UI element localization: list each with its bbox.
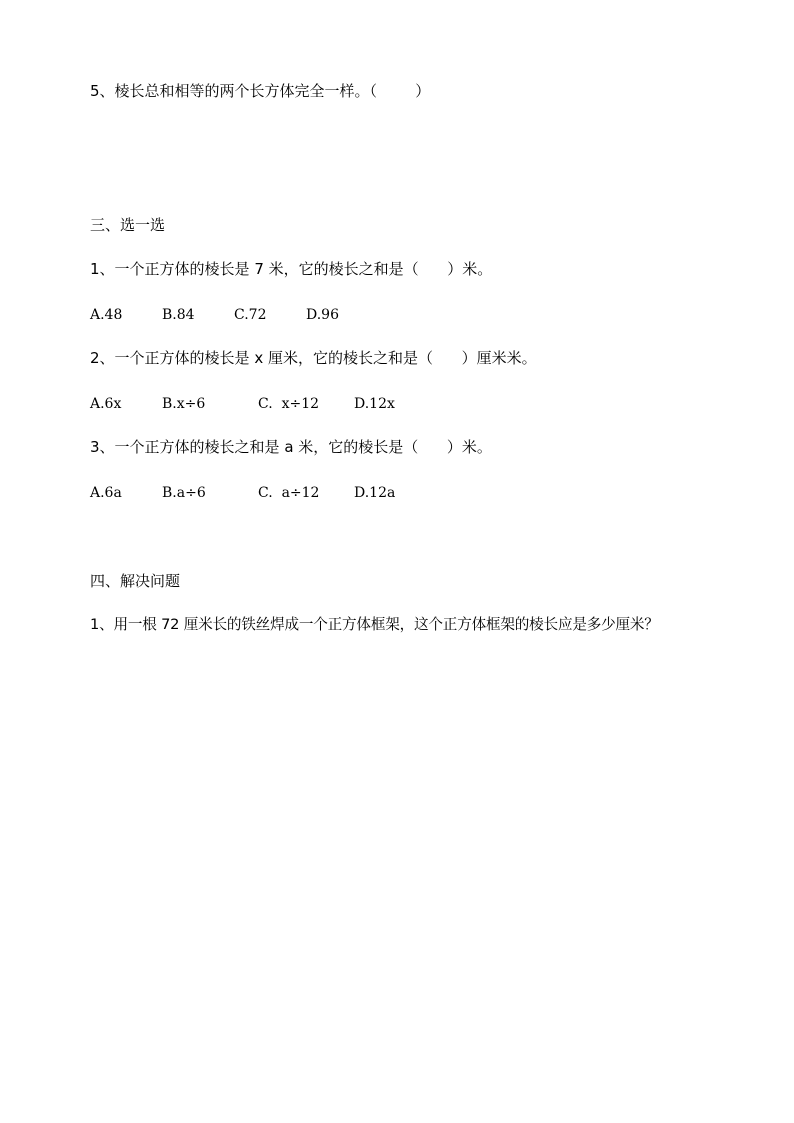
choose-question-2: 2、一个正方体的棱长是 x 厘米，它的棱长之和是（ ）厘米米。	[90, 349, 537, 367]
option-c: C. x÷12	[258, 396, 320, 412]
option-b: B.84	[162, 307, 195, 323]
option-b: B.x÷6	[162, 396, 206, 412]
option-d: D.12x	[354, 396, 395, 412]
section-heading-solve: 四、解决问题	[90, 572, 181, 590]
solve-question-1: 1、用一根 72 厘米长的铁丝焊成一个正方体框架，这个正方体框架的棱长应是多少厘米？	[90, 616, 659, 633]
section-heading-choose: 三、选一选	[90, 216, 166, 234]
option-d: D.96	[306, 307, 339, 323]
choose-question-1: 1、一个正方体的棱长是 7 米，它的棱长之和是（ ）米。	[90, 260, 493, 278]
option-a: A.6a	[90, 485, 122, 501]
option-c: C. a÷12	[258, 485, 320, 501]
option-b: B.a÷6	[162, 485, 206, 501]
option-a: A.48	[90, 307, 123, 323]
option-d: D.12a	[354, 485, 396, 501]
choose-question-3: 3、一个正方体的棱长之和是 a 米，它的棱长是（ ）米。	[90, 438, 492, 456]
option-a: A.6x	[90, 396, 122, 412]
option-c: C.72	[234, 307, 267, 323]
judge-question-5: 5、棱长总和相等的两个长方体完全一样。（ ）	[90, 82, 431, 100]
